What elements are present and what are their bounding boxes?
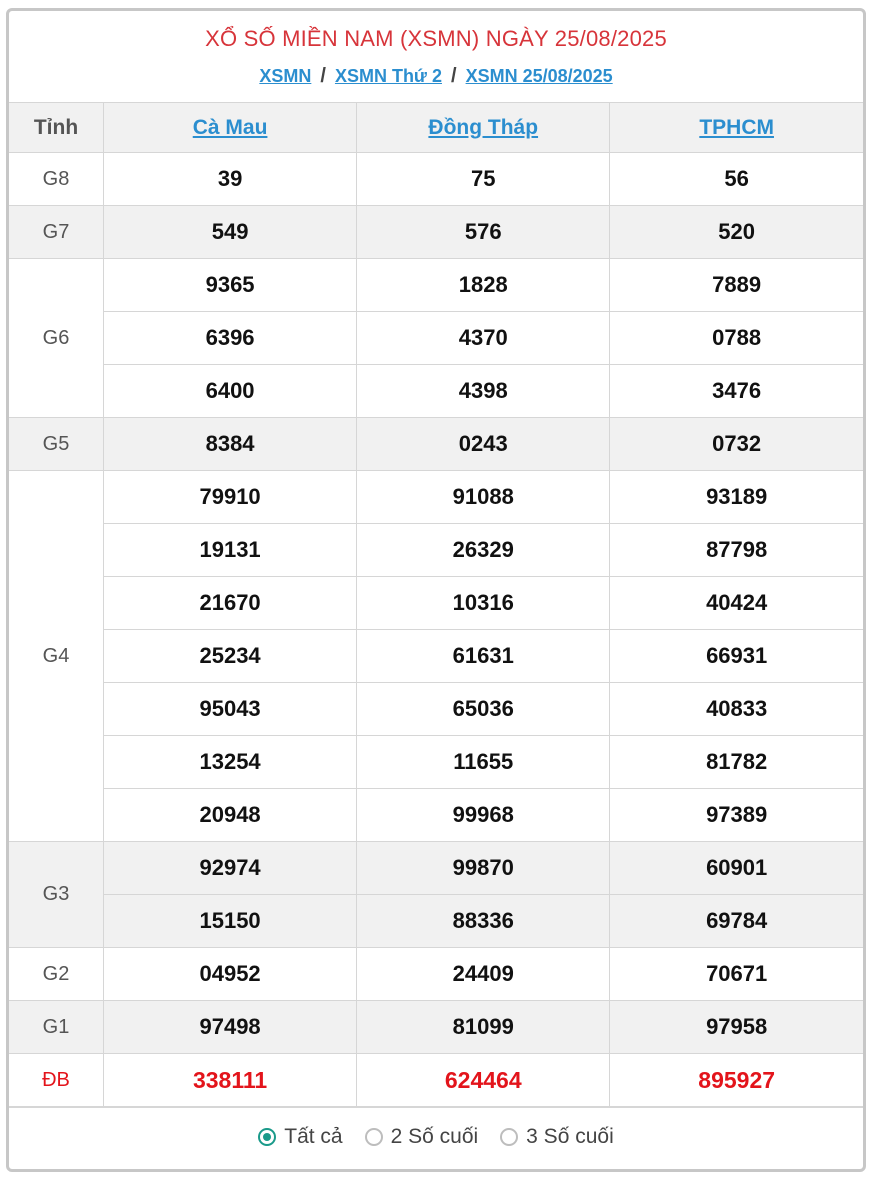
prize-number: 4398 (357, 365, 610, 418)
prize-number: 0732 (610, 418, 863, 471)
filter-option-all[interactable] (258, 1125, 342, 1149)
prize-number: 15150 (104, 895, 357, 948)
prize-row-g7 (9, 206, 863, 259)
prize-row-g4 (9, 471, 863, 524)
prize-label: G4 (9, 471, 104, 842)
prize-label-special: ĐB (9, 1054, 104, 1107)
page-title: XỔ SỐ MIỀN NAM (XSMN) NGÀY 25/08/2025 (205, 26, 667, 51)
prize-number: 10316 (357, 577, 610, 630)
prize-number: 21670 (104, 577, 357, 630)
prize-number: 24409 (357, 948, 610, 1001)
prize-number: 97958 (610, 1001, 863, 1054)
results-table (9, 102, 863, 1107)
breadcrumb-separator: / (451, 65, 457, 87)
breadcrumb-link-xsmn-thu-2[interactable]: XSMN Thứ 2 (334, 66, 442, 86)
prize-number: 79910 (104, 471, 357, 524)
prize-row-g4 (9, 736, 863, 789)
breadcrumb-separator: / (320, 65, 326, 87)
results-header (9, 11, 863, 102)
column-header-dong-thap (357, 103, 610, 153)
prize-number: 81782 (610, 736, 863, 789)
results-body (9, 153, 863, 1107)
prize-number: 61631 (357, 630, 610, 683)
prize-number: 95043 (104, 683, 357, 736)
breadcrumb-link-xsmn[interactable]: XSMN (259, 66, 312, 86)
prize-row-g1 (9, 1001, 863, 1054)
prize-number: 8384 (104, 418, 357, 471)
results-card (6, 8, 866, 1172)
prize-number: 40424 (610, 577, 863, 630)
prize-number: 92974 (104, 842, 357, 895)
prize-row-g4 (9, 683, 863, 736)
prize-number: 93189 (610, 471, 863, 524)
special-prize-number: 338111 (104, 1054, 357, 1107)
prize-number: 13254 (104, 736, 357, 789)
prize-row-g4 (9, 789, 863, 842)
prize-number: 6396 (104, 312, 357, 365)
prize-number: 11655 (357, 736, 610, 789)
prize-number: 69784 (610, 895, 863, 948)
prize-label: G7 (9, 206, 104, 259)
prize-number: 99968 (357, 789, 610, 842)
prize-number: 6400 (104, 365, 357, 418)
table-header-row (9, 103, 863, 153)
prize-number: 70671 (610, 948, 863, 1001)
prize-number: 9365 (104, 259, 357, 312)
prize-row-g6 (9, 312, 863, 365)
prize-row-g4 (9, 577, 863, 630)
prize-label: G6 (9, 259, 104, 418)
prize-number: 88336 (357, 895, 610, 948)
prize-number: 97498 (104, 1001, 357, 1054)
prize-label: G1 (9, 1001, 104, 1054)
prize-number: 40833 (610, 683, 863, 736)
prize-number: 91088 (357, 471, 610, 524)
prize-number: 87798 (610, 524, 863, 577)
filter-option-last-3[interactable] (500, 1125, 614, 1149)
breadcrumb-link-xsmn-date[interactable]: XSMN 25/08/2025 (465, 66, 613, 86)
filter-option-last-2[interactable] (365, 1125, 479, 1149)
prize-number: 25234 (104, 630, 357, 683)
filter-option-label: 3 Số cuối (526, 1125, 614, 1148)
prize-number: 576 (357, 206, 610, 259)
province-link-dong-thap[interactable]: Đồng Tháp (428, 115, 539, 139)
special-prize-number: 624464 (357, 1054, 610, 1107)
prize-row-g5 (9, 418, 863, 471)
prize-number: 1828 (357, 259, 610, 312)
prize-label: G2 (9, 948, 104, 1001)
prize-label: G3 (9, 842, 104, 948)
column-header-tphcm (610, 103, 863, 153)
prize-number: 56 (610, 153, 863, 206)
prize-number: 4370 (357, 312, 610, 365)
filter-option-label: Tất cả (284, 1125, 343, 1148)
prize-number: 65036 (357, 683, 610, 736)
prize-number: 75 (357, 153, 610, 206)
province-link-tphcm[interactable]: TPHCM (699, 115, 774, 139)
prize-number: 20948 (104, 789, 357, 842)
radio-icon[interactable] (365, 1128, 383, 1146)
prize-number: 26329 (357, 524, 610, 577)
prize-number: 520 (610, 206, 863, 259)
prize-label: G8 (9, 153, 104, 206)
prize-number: 97389 (610, 789, 863, 842)
special-prize-number: 895927 (610, 1054, 863, 1107)
prize-number: 81099 (357, 1001, 610, 1054)
prize-row-g4 (9, 630, 863, 683)
prize-number: 3476 (610, 365, 863, 418)
prize-row-g3 (9, 842, 863, 895)
column-header-province: Tỉnh (9, 103, 104, 153)
prize-number: 60901 (610, 842, 863, 895)
filter-option-label: 2 Số cuối (390, 1125, 479, 1148)
radio-selected-icon[interactable] (258, 1128, 276, 1146)
prize-number: 19131 (104, 524, 357, 577)
prize-number: 99870 (357, 842, 610, 895)
province-link-ca-mau[interactable]: Cà Mau (192, 115, 268, 139)
breadcrumb (9, 65, 863, 88)
prize-number: 0788 (610, 312, 863, 365)
prize-number: 0243 (357, 418, 610, 471)
prize-row-g4 (9, 524, 863, 577)
radio-icon[interactable] (500, 1128, 518, 1146)
prize-number: 04952 (104, 948, 357, 1001)
prize-label: G5 (9, 418, 104, 471)
digit-filter-bar (9, 1107, 863, 1166)
prize-number: 549 (104, 206, 357, 259)
prize-row-g2 (9, 948, 863, 1001)
prize-number: 66931 (610, 630, 863, 683)
prize-number: 7889 (610, 259, 863, 312)
prize-number: 39 (104, 153, 357, 206)
prize-row-g6 (9, 259, 863, 312)
column-header-ca-mau (104, 103, 357, 153)
prize-row-g6 (9, 365, 863, 418)
prize-row-g3 (9, 895, 863, 948)
prize-row-special (9, 1054, 863, 1107)
prize-row-g8 (9, 153, 863, 206)
